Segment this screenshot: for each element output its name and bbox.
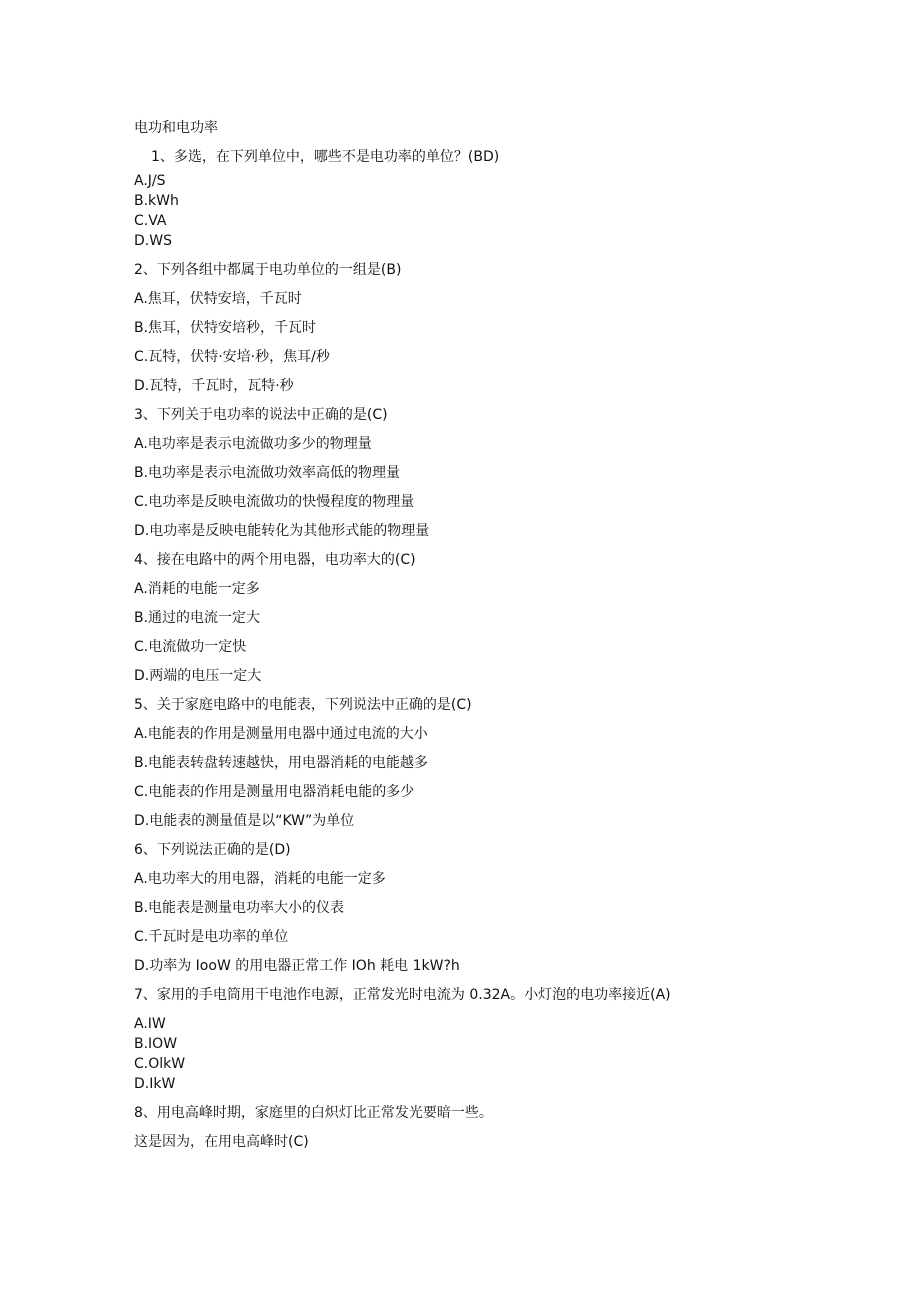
question-text: 7、家用的手电筒用干电池作电源，正常发光时电流为 0.32A。小灯泡的电功率接近(A): [134, 987, 671, 1003]
answer-option: B.IOW: [134, 1036, 178, 1052]
question-text: 2、下列各组中都属于电功单位的一组是(B): [134, 262, 402, 278]
answer-option: A.J/S: [134, 173, 166, 189]
document-content: [134, 118, 874, 1161]
answer-option: C.电功率是反映电流做功的快慢程度的物理量: [134, 494, 415, 510]
answer-option: D.电功率是反映电能转化为其他形式能的物理量: [134, 523, 430, 539]
answer-option: B.电能表是测量电功率大小的仪表: [134, 900, 345, 916]
answer-option: D.功率为 IooW 的用电器正常工作 IOh 耗电 1kW?h: [134, 958, 460, 974]
answer-option: A.电功率是表示电流做功多少的物理量: [134, 436, 372, 452]
answer-option: B.kWh: [134, 193, 179, 209]
answer-option: C.瓦特，伏特·安培·秒，焦耳/秒: [134, 349, 330, 365]
question-text: 这是因为，在用电高峰时(C): [134, 1134, 309, 1150]
answer-option: D.两端的电压一定大: [134, 668, 262, 684]
answer-option: A.焦耳，伏特安培，千瓦时: [134, 291, 302, 307]
question-text: 5、关于家庭电路中的电能表，下列说法中正确的是(C): [134, 697, 472, 713]
answer-option: D.电能表的测量值是以“KW”为单位: [134, 813, 355, 829]
question-text: 1、多选，在下列单位中，哪些不是电功率的单位？(BD): [151, 149, 500, 165]
question-text: 8、用电高峰时期，家庭里的白炽灯比正常发光要暗一些。: [134, 1105, 493, 1121]
answer-option: C.VA: [134, 213, 167, 229]
answer-option: D.IkW: [134, 1076, 176, 1092]
question-text: 6、下列说法正确的是(D): [134, 842, 291, 858]
answer-option: B.电能表转盘转速越快，用电器消耗的电能越多: [134, 755, 429, 771]
answer-option: A.消耗的电能一定多: [134, 581, 260, 597]
document-title: 电功和电功率: [134, 120, 218, 136]
answer-option: C.OlkW: [134, 1056, 186, 1072]
question-list: [134, 147, 874, 1152]
question-text: 4、接在电路中的两个用电器，电功率大的(C): [134, 552, 416, 568]
answer-option: D.WS: [134, 233, 172, 249]
answer-option: B.焦耳，伏特安培秒，千瓦时: [134, 320, 317, 336]
answer-option: C.电流做功一定快: [134, 639, 247, 655]
answer-option: B.通过的电流一定大: [134, 610, 261, 626]
answer-option: D.瓦特，千瓦时，瓦特·秒: [134, 378, 294, 394]
answer-option: A.电功率大的用电器，消耗的电能一定多: [134, 871, 386, 887]
answer-option: C.千瓦时是电功率的单位: [134, 929, 289, 945]
answer-option: A.电能表的作用是测量用电器中通过电流的大小: [134, 726, 428, 742]
question-text: 3、下列关于电功率的说法中正确的是(C): [134, 407, 388, 423]
answer-option: B.电功率是表示电流做功效率高低的物理量: [134, 465, 401, 481]
answer-option: C.电能表的作用是测量用电器消耗电能的多少: [134, 784, 415, 800]
answer-option: A.IW: [134, 1016, 166, 1032]
